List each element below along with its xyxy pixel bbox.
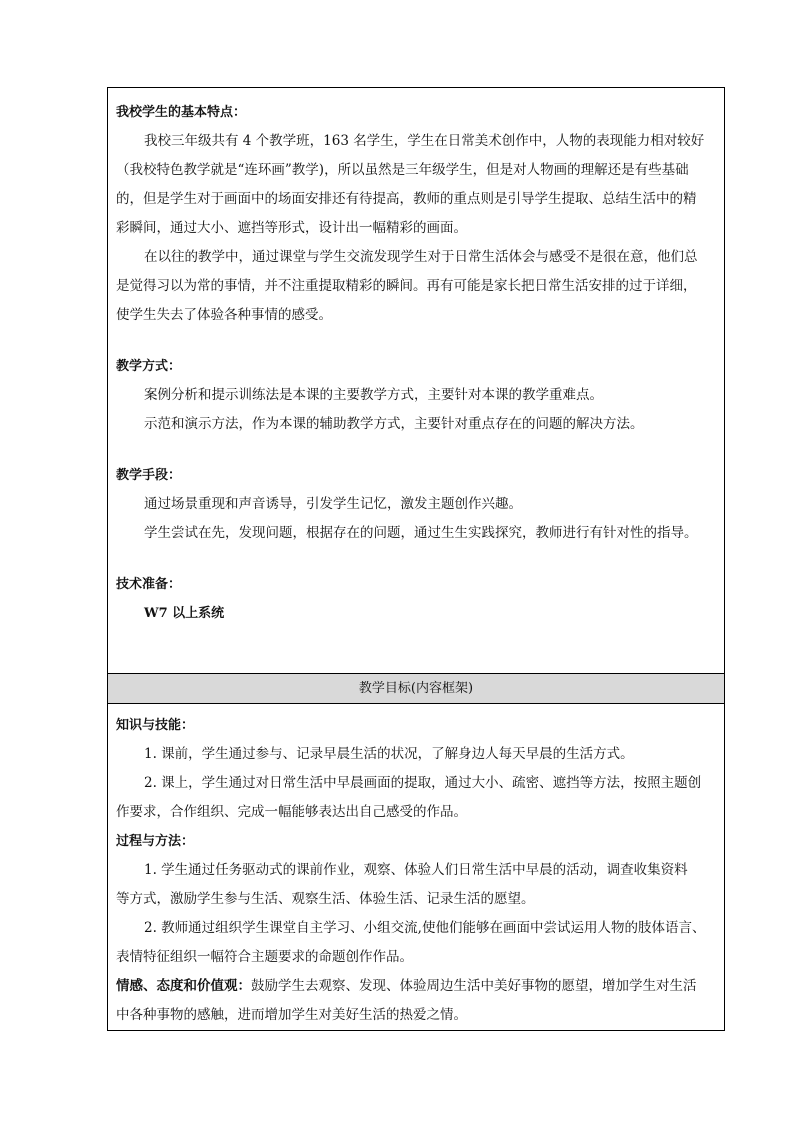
paragraph-line: 1. 课前，学生通过参与、记录早晨生活的状况，了解身边人每天早晨的生活方式。 bbox=[144, 746, 634, 762]
paragraph-line: 等方式，激励学生参与生活、观察生活、体验生活、记录生活的愿望。 bbox=[116, 891, 535, 907]
tech-prep-heading: 技术准备： bbox=[116, 577, 182, 592]
paragraph-line: 学生尝试在先，发现问题，根据存在的问题，通过生生实践探究，教师进行有针对性的指导。 bbox=[144, 525, 698, 541]
knowledge-heading: 知识与技能： bbox=[116, 718, 195, 733]
paragraph-line: 使学生失去了体验各种事情的感受。 bbox=[116, 307, 332, 323]
student-features-heading: 我校学生的基本特点： bbox=[116, 105, 247, 120]
paragraph-line: 在以往的教学中，通过课堂与学生交流发现学生对于日常生活体会与感受不是很在意，他们总 bbox=[144, 249, 698, 265]
paragraph-line: 彩瞬间，通过大小、遮挡等形式，设计出一幅精彩的画面。 bbox=[116, 220, 467, 236]
paragraph-line: 中各种事物的感触，进而增加学生对美好生活的热爱之情。 bbox=[116, 1007, 467, 1023]
emotion-line bbox=[116, 972, 716, 1001]
emotion-text: 鼓励学生去观察、发现、体验周边生活中美好事物的愿望，增加学生对生活 bbox=[251, 978, 697, 994]
lesson-plan-table bbox=[107, 87, 725, 1031]
paragraph-line: 表情特征组织一幅符合主题要求的命题创作作品。 bbox=[116, 949, 413, 965]
goals-cell bbox=[108, 704, 724, 1030]
paragraph-line: 是觉得习以为常的事情，并不注重提取精彩的瞬间。再有可能是家长把日常生活安排的过于详细， bbox=[116, 278, 697, 294]
process-heading: 过程与方法： bbox=[116, 834, 195, 849]
paragraph-line: 2. 课上，学生通过对日常生活中早晨画面的提取，通过大小、疏密、遮挡等方法，按照主题创 bbox=[144, 775, 702, 791]
goals-header-label: 教学目标(内容框架) bbox=[358, 681, 474, 696]
analysis-cell bbox=[108, 88, 724, 674]
paragraph-line: 通过场景重现和声音诱导，引发学生记忆，激发主题创作兴趣。 bbox=[144, 496, 522, 512]
teaching-method-heading: 教学方式： bbox=[116, 359, 182, 374]
paragraph-line: W7 以上系统 bbox=[144, 606, 225, 621]
emotion-heading: 情感、态度和价值观： bbox=[116, 978, 251, 994]
paragraph-line: 示范和演示方法，作为本课的辅助教学方式，主要针对重点存在的问题的解决方法。 bbox=[144, 416, 644, 432]
paragraph-line: （我校特色教学就是“连环画”教学)，所以虽然是三年级学生，但是对人物画的理解还是有些基础 bbox=[116, 162, 689, 178]
paragraph-line: 2. 教师通过组织学生课堂自主学习、小组交流,使他们能够在画面中尝试运用人物的肢体语言、 bbox=[144, 920, 706, 936]
paragraph-line: 的，但是学生对于画面中的场面安排还有待提高，教师的重点则是引导学生提取、总结生活中的精 bbox=[116, 191, 697, 207]
goals-header-row bbox=[108, 674, 724, 704]
paragraph-line: 我校三年级共有 4 个教学班，163 名学生，学生在日常美术创作中，人物的表现能力相对较好 bbox=[144, 133, 705, 149]
paragraph-line: 案例分析和提示训练法是本课的主要教学方式，主要针对本课的教学重难点。 bbox=[144, 387, 603, 403]
paragraph-line: 作要求，合作组织、完成一幅能够表达出自己感受的作品。 bbox=[116, 804, 467, 820]
teaching-means-heading: 教学手段： bbox=[116, 468, 182, 483]
paragraph-line: 1. 学生通过任务驱动式的课前作业，观察、体验人们日常生活中早晨的活动，调查收集资料 bbox=[144, 862, 688, 878]
